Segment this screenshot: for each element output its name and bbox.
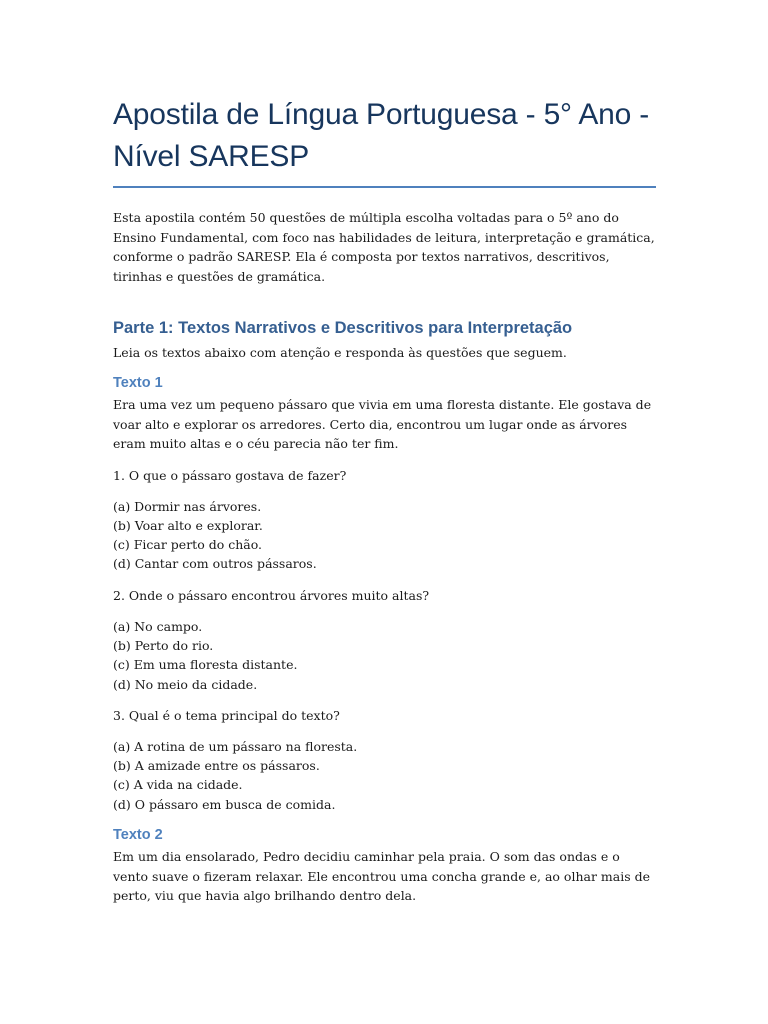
option-item: (d) Cantar com outros pássaros. [113,556,317,572]
question-3: 3. Qual é o tema principal do texto? [113,707,340,723]
texto2-body: Em um dia ensolarado, Pedro decidiu caminhar pela praia. O som das ondas e o vento suave o fizeram relaxar. Ele encontrou uma concha grande e, ao olhar mais de perto, viu que havia algo brilhando dentro dela. [113,849,650,904]
question-2: 2. Onde o pássaro encontrou árvores muito altas? [113,587,430,603]
document-title: Apostila de Língua Portuguesa - 5° Ano - Nível SARESP [113,94,656,188]
option-item: (a) Dormir nas árvores. [113,498,262,514]
option-item: (d) No meio da cidade. [113,676,258,692]
part1-instructions: Leia os textos abaixo com atenção e responda às questões que seguem. [113,345,567,360]
option-item: (b) Perto do rio. [113,637,214,653]
option-item: (a) No campo. [113,618,203,634]
option-item: (c) Ficar perto do chão. [113,537,262,553]
option-item: (c) A vida na cidade. [113,777,243,793]
texto1-heading: Texto 1 [113,375,163,391]
part1-heading: Parte 1: Textos Narrativos e Descritivos para Interpretação [113,319,573,337]
intro-paragraph: Esta apostila contém 50 questões de múltipla escolha voltadas para o 5º ano do Ensino Fundamental, com foco nas habilidades de leitura, interpretação e gramática, conforme o padrão SARESP. Ela é composta por textos narrativos, descritivos, tirinhas e questões de gramática. [113,210,655,284]
question-2-options [113,617,656,694]
question-1-options [113,497,656,574]
option-item: (b) Voar alto e explorar. [113,517,263,533]
texto2-heading: Texto 2 [113,827,163,844]
question-1: 1. O que o pássaro gostava de fazer? [113,467,347,483]
texto1-body: Era uma vez um pequeno pássaro que vivia em uma floresta distante. Ele gostava de voar alto e explorar os arredores. Certo dia, encontrou um lugar onde as árvores eram muito altas e o céu parecia não ter fim. [113,397,652,451]
option-item: (b) A amizade entre os pássaros. [113,758,320,774]
option-item: (d) O pássaro em busca de comida. [113,796,336,812]
question-3-options [113,737,656,814]
option-item: (a) A rotina de um pássaro na floresta. [113,738,358,754]
option-item: (c) Em uma floresta distante. [113,657,298,673]
